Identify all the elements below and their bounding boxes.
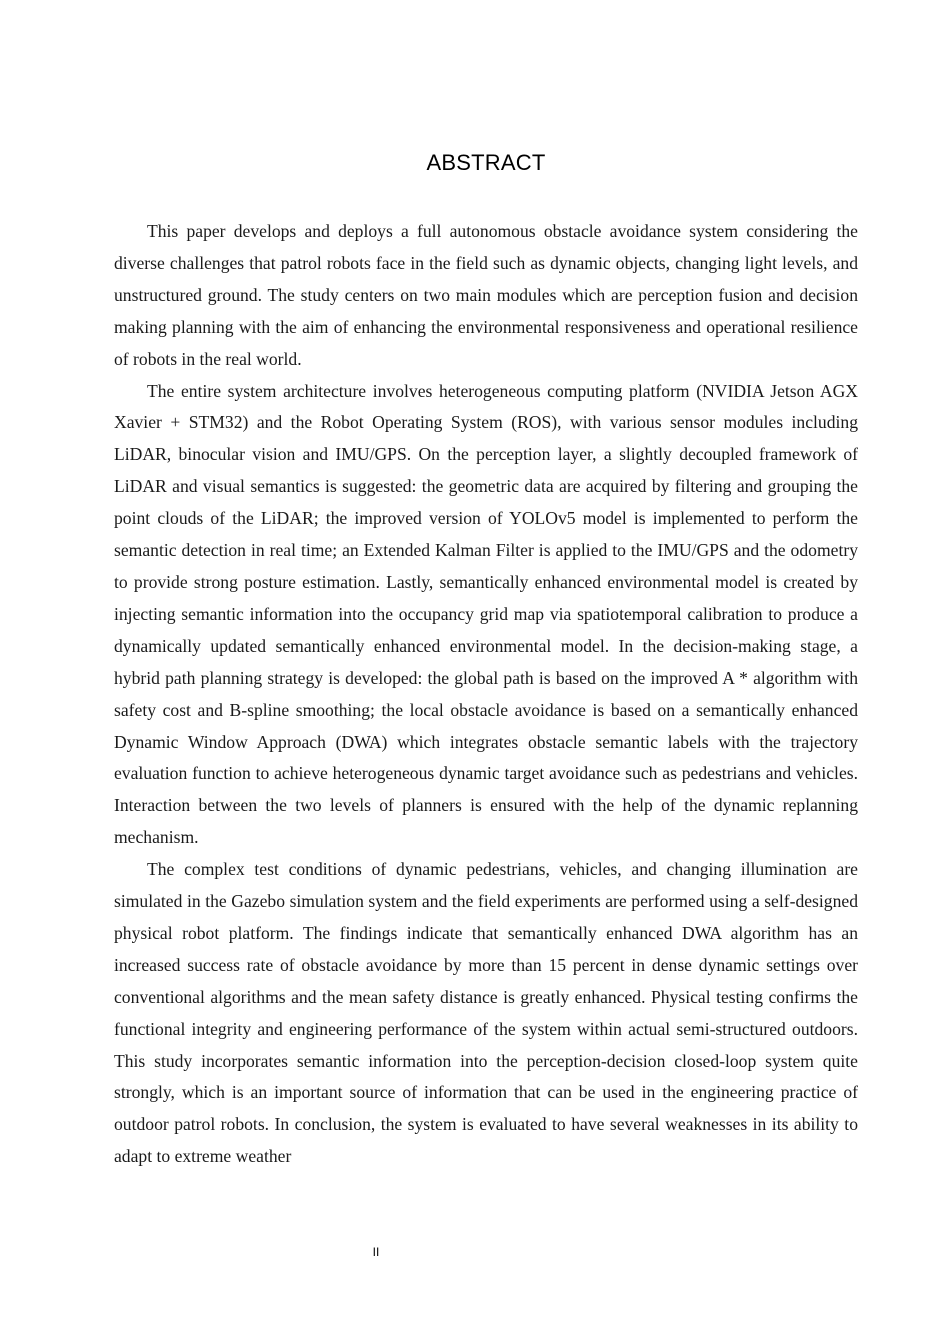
abstract-paragraph-1: This paper develops and deploys a full autonomous obstacle avoidance system considering the diverse challenges that patrol robots face in the field such as dynamic objects, changing light levels, and unstructured ground. The study centers on two main modules which are perception fusion and decision making planning with the aim of enhancing the environmental responsiveness and operational resilience of robots in the real world. bbox=[114, 221, 858, 369]
abstract-body bbox=[114, 216, 858, 1173]
abstract-paragraph-2: The entire system architecture involves heterogeneous computing platform (NVIDIA Jetson AGX Xavier + STM32) and the Robot Operating System (ROS), with various sensor modules including LiDAR, binocular vision and IMU/GPS. On the perception layer, a slightly decoupled framework of LiDAR and visual semantics is suggested: the geometric data are acquired by filtering and grouping the point clouds of the LiDAR; the improved version of YOLOv5 model is implemented to perform the semantic detection in real time; an Extended Kalman Filter is applied to the IMU/GPS and the odometry to provide strong posture estimation. Lastly, semantically enhanced environmental model is created by injecting semantic information into the occupancy grid map via spatiotemporal calibration to produce a dynamically updated semantically enhanced environmental model. In the decision-making stage, a hybrid path planning strategy is developed: the global path is based on the improved A * algorithm with safety cost and B-spline smoothing; the local obstacle avoidance is based on a semantically enhanced Dynamic Window Approach (DWA) which integrates obstacle semantic labels with the trajectory evaluation function to achieve heterogeneous dynamic target avoidance such as pedestrians and vehicles. Interaction between the two levels of planners is ensured with the help of the dynamic replanning mechanism. bbox=[114, 380, 858, 848]
abstract-paragraph-3: The complex test conditions of dynamic pedestrians, vehicles, and changing illumination are simulated in the Gazebo simulation system and the field experiments are performed using a self-designed physical robot platform. The findings indicate that semantically enhanced DWA algorithm has an increased success rate of obstacle avoidance by more than 15 percent in dense dynamic settings over conventional algorithms and the mean safety distance is greatly enhanced. Physical testing confirms the functional integrity and engineering performance of the system within actual semi-structured outdoors. This study incorporates semantic information into the perception-decision closed-loop system quite strongly, which is an important source of information that can be used in the engineering practice of outdoor patrol robots. In conclusion, the system is evaluated to have several weaknesses in its ability to adapt to extreme weather bbox=[114, 859, 858, 1167]
page-number: II bbox=[372, 1245, 380, 1259]
abstract-title: ABSTRACT bbox=[426, 150, 546, 175]
